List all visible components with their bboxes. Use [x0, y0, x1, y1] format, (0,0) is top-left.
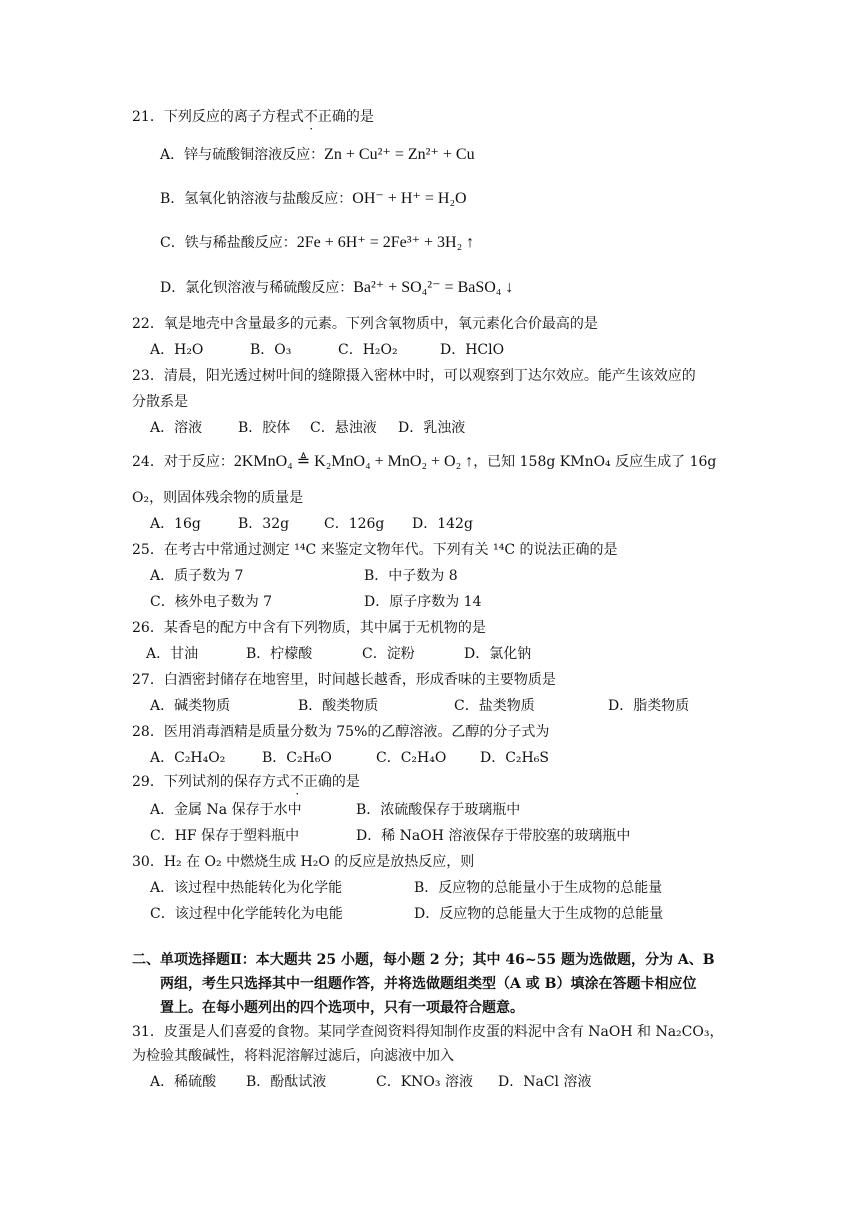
q28-option-c: C．C₂H₄O: [376, 750, 447, 766]
q24-option-c: C．126g: [324, 516, 385, 532]
q23-stem-line2: 分散系是: [132, 394, 188, 410]
q28-option-a: A．C₂H₄O₂: [150, 750, 226, 766]
q27-option-c: C．盐类物质: [454, 698, 535, 714]
q25-option-b: B．中子数为 8: [364, 568, 458, 584]
q31-stem-line2: 为检验其酸碱性，将料泥溶解过滤后，向滤液中加入: [132, 1048, 454, 1064]
q25-option-d: D．原子序数为 14: [364, 594, 482, 610]
q21-a-equation: Zn + Cu²⁺ = Zn²⁺ + Cu: [324, 146, 475, 163]
q24-equation: 2KMnO₄ ≜ K₂MnO₄ + MnO₂ + O₂ ↑: [233, 453, 474, 470]
q22-option-c: C．H₂O₂: [338, 342, 398, 358]
q30-option-d: D．反应物的总能量大于生成物的总能量: [414, 906, 664, 922]
q23-option-d: D．乳浊液: [398, 420, 466, 436]
q21-d-text: D．氯化钡溶液与稀硫酸反应：: [160, 280, 354, 296]
q29-stem: [132, 772, 360, 792]
q30-stem: 30．H₂ 在 O₂ 中燃烧生成 H₂O 的反应是放热反应，则: [132, 854, 475, 870]
q21-stem-emphasis: 不: [303, 109, 318, 125]
q21-option-b: [160, 189, 467, 209]
q31-option-b: B．酚酞试液: [246, 1074, 327, 1090]
q24-stem-line1: [132, 452, 716, 472]
q22-option-b: B．O₃: [250, 342, 292, 358]
q29-stem-prefix: 29．下列试剂的保存方式: [132, 774, 290, 790]
q22-option-a: A．H₂O: [150, 342, 204, 358]
q28-option-d: D．C₂H₆S: [480, 750, 549, 766]
q21-b-equation: OH⁻ + H⁺ = H₂O: [352, 190, 467, 207]
q21-option-a: [160, 145, 475, 165]
q26-option-c: C．淀粉: [362, 646, 415, 662]
q24-option-d: D．142g: [412, 516, 473, 532]
q28-option-b: B．C₂H₆O: [262, 750, 332, 766]
q29-option-a: A．金属 Na 保存于水中: [150, 802, 302, 818]
q26-option-a: A．甘油: [146, 646, 199, 662]
q23-option-b: B．胶体: [238, 420, 291, 436]
q30-option-b: B．反应物的总能量小于生成物的总能量: [414, 880, 663, 896]
q21-option-c: [160, 233, 474, 253]
q31-stem-line1: 31．皮蛋是人们喜爱的食物。某同学查阅资料得知制作皮蛋的料泥中含有 NaOH 和 Na₂CO₃，: [132, 1024, 724, 1040]
q26-stem: 26．某香皂的配方中含有下列物质，其中属于无机物的是: [132, 620, 486, 636]
q21-d-equation: Ba²⁺ + SO₄²⁻ = BaSO₄ ↓: [353, 279, 514, 296]
q25-option-a: A．质子数为 7: [150, 568, 244, 584]
q27-stem: 27．白酒密封储存在地窖里，时间越长越香，形成香味的主要物质是: [132, 672, 556, 688]
q31-option-a: A．稀硫酸: [150, 1074, 217, 1090]
q29-stem-emphasis: 不: [289, 774, 304, 790]
q29-option-b: B．浓硫酸保存于玻璃瓶中: [356, 802, 521, 818]
section-2-heading-line2: 两组，考生只选择其中一组题作答，并将选做题组类型（A 或 B）填涂在答题卡相应位: [160, 976, 697, 992]
q29-stem-suffix: 正确的是: [303, 774, 360, 790]
q23-option-a: A．溶液: [150, 420, 203, 436]
q21-stem-prefix: 21．下列反应的离子方程式: [132, 109, 304, 125]
q27-option-b: B．酸类物质: [298, 698, 379, 714]
q30-option-a: A．该过程中热能转化为化学能: [150, 880, 343, 896]
q21-c-equation: 2Fe + 6H⁺ = 2Fe³⁺ + 3H₂ ↑: [296, 234, 475, 251]
q21-option-d: [160, 278, 513, 298]
q24-stem-line2: O₂，则固体残余物的质量是: [132, 490, 304, 506]
q24-stem-suffix: ，已知 158g KMnO₄ 反应生成了 16g: [473, 454, 717, 470]
q28-stem: 28．医用消毒酒精是质量分数为 75%的乙醇溶液。乙醇的分子式为: [132, 724, 550, 740]
section-2-heading-line1: 二、单项选择题Ⅱ：本大题共 25 小题，每小题 2 分；其中 46~55 题为选做题，分为 A、B: [132, 952, 715, 968]
q21-b-text: B．氢氧化钠溶液与盐酸反应：: [160, 191, 353, 207]
q25-stem: 25．在考古中常通过测定 ¹⁴C 来鉴定文物年代。下列有关 ¹⁴C 的说法正确的是: [132, 542, 618, 558]
q29-option-d: D．稀 NaOH 溶液保存于带胶塞的玻璃瓶中: [356, 828, 631, 844]
q21-c-text: C．铁与稀盐酸反应：: [160, 235, 297, 251]
q21-a-text: A．锌与硫酸铜溶液反应：: [160, 147, 325, 163]
q24-option-b: B．32g: [238, 516, 290, 532]
q27-option-a: A．碱类物质: [150, 698, 231, 714]
q23-stem-line1: 23．清晨，阳光透过树叶间的缝隙摄入密林中时，可以观察到丁达尔效应。能产生该效应的: [132, 368, 696, 384]
q22-option-d: D．HClO: [440, 342, 505, 358]
q25-option-c: C．核外电子数为 7: [150, 594, 273, 610]
q31-option-d: D．NaCl 溶液: [498, 1074, 592, 1090]
q31-option-c: C．KNO₃ 溶液: [376, 1074, 473, 1090]
q22-stem: 22．氧是地壳中含量最多的元素。下列含氧物质中，氧元素化合价最高的是: [132, 316, 598, 332]
q27-option-d: D．脂类物质: [608, 698, 690, 714]
q30-option-c: C．该过程中化学能转化为电能: [150, 906, 343, 922]
q24-option-a: A．16g: [150, 516, 201, 532]
q24-stem-prefix: 24．对于反应：: [132, 454, 234, 470]
section-2-heading-line3: 置上。在每小题列出的四个选项中，只有一项最符合题意。: [160, 1000, 524, 1016]
q21-stem-suffix: 正确的是: [317, 109, 374, 125]
q26-option-b: B．柠檬酸: [246, 646, 313, 662]
q29-option-c: C．HF 保存于塑料瓶中: [150, 828, 300, 844]
q26-option-d: D．氯化钠: [464, 646, 532, 662]
q21-stem: [132, 107, 374, 127]
q23-option-c: C．悬浊液: [310, 420, 377, 436]
